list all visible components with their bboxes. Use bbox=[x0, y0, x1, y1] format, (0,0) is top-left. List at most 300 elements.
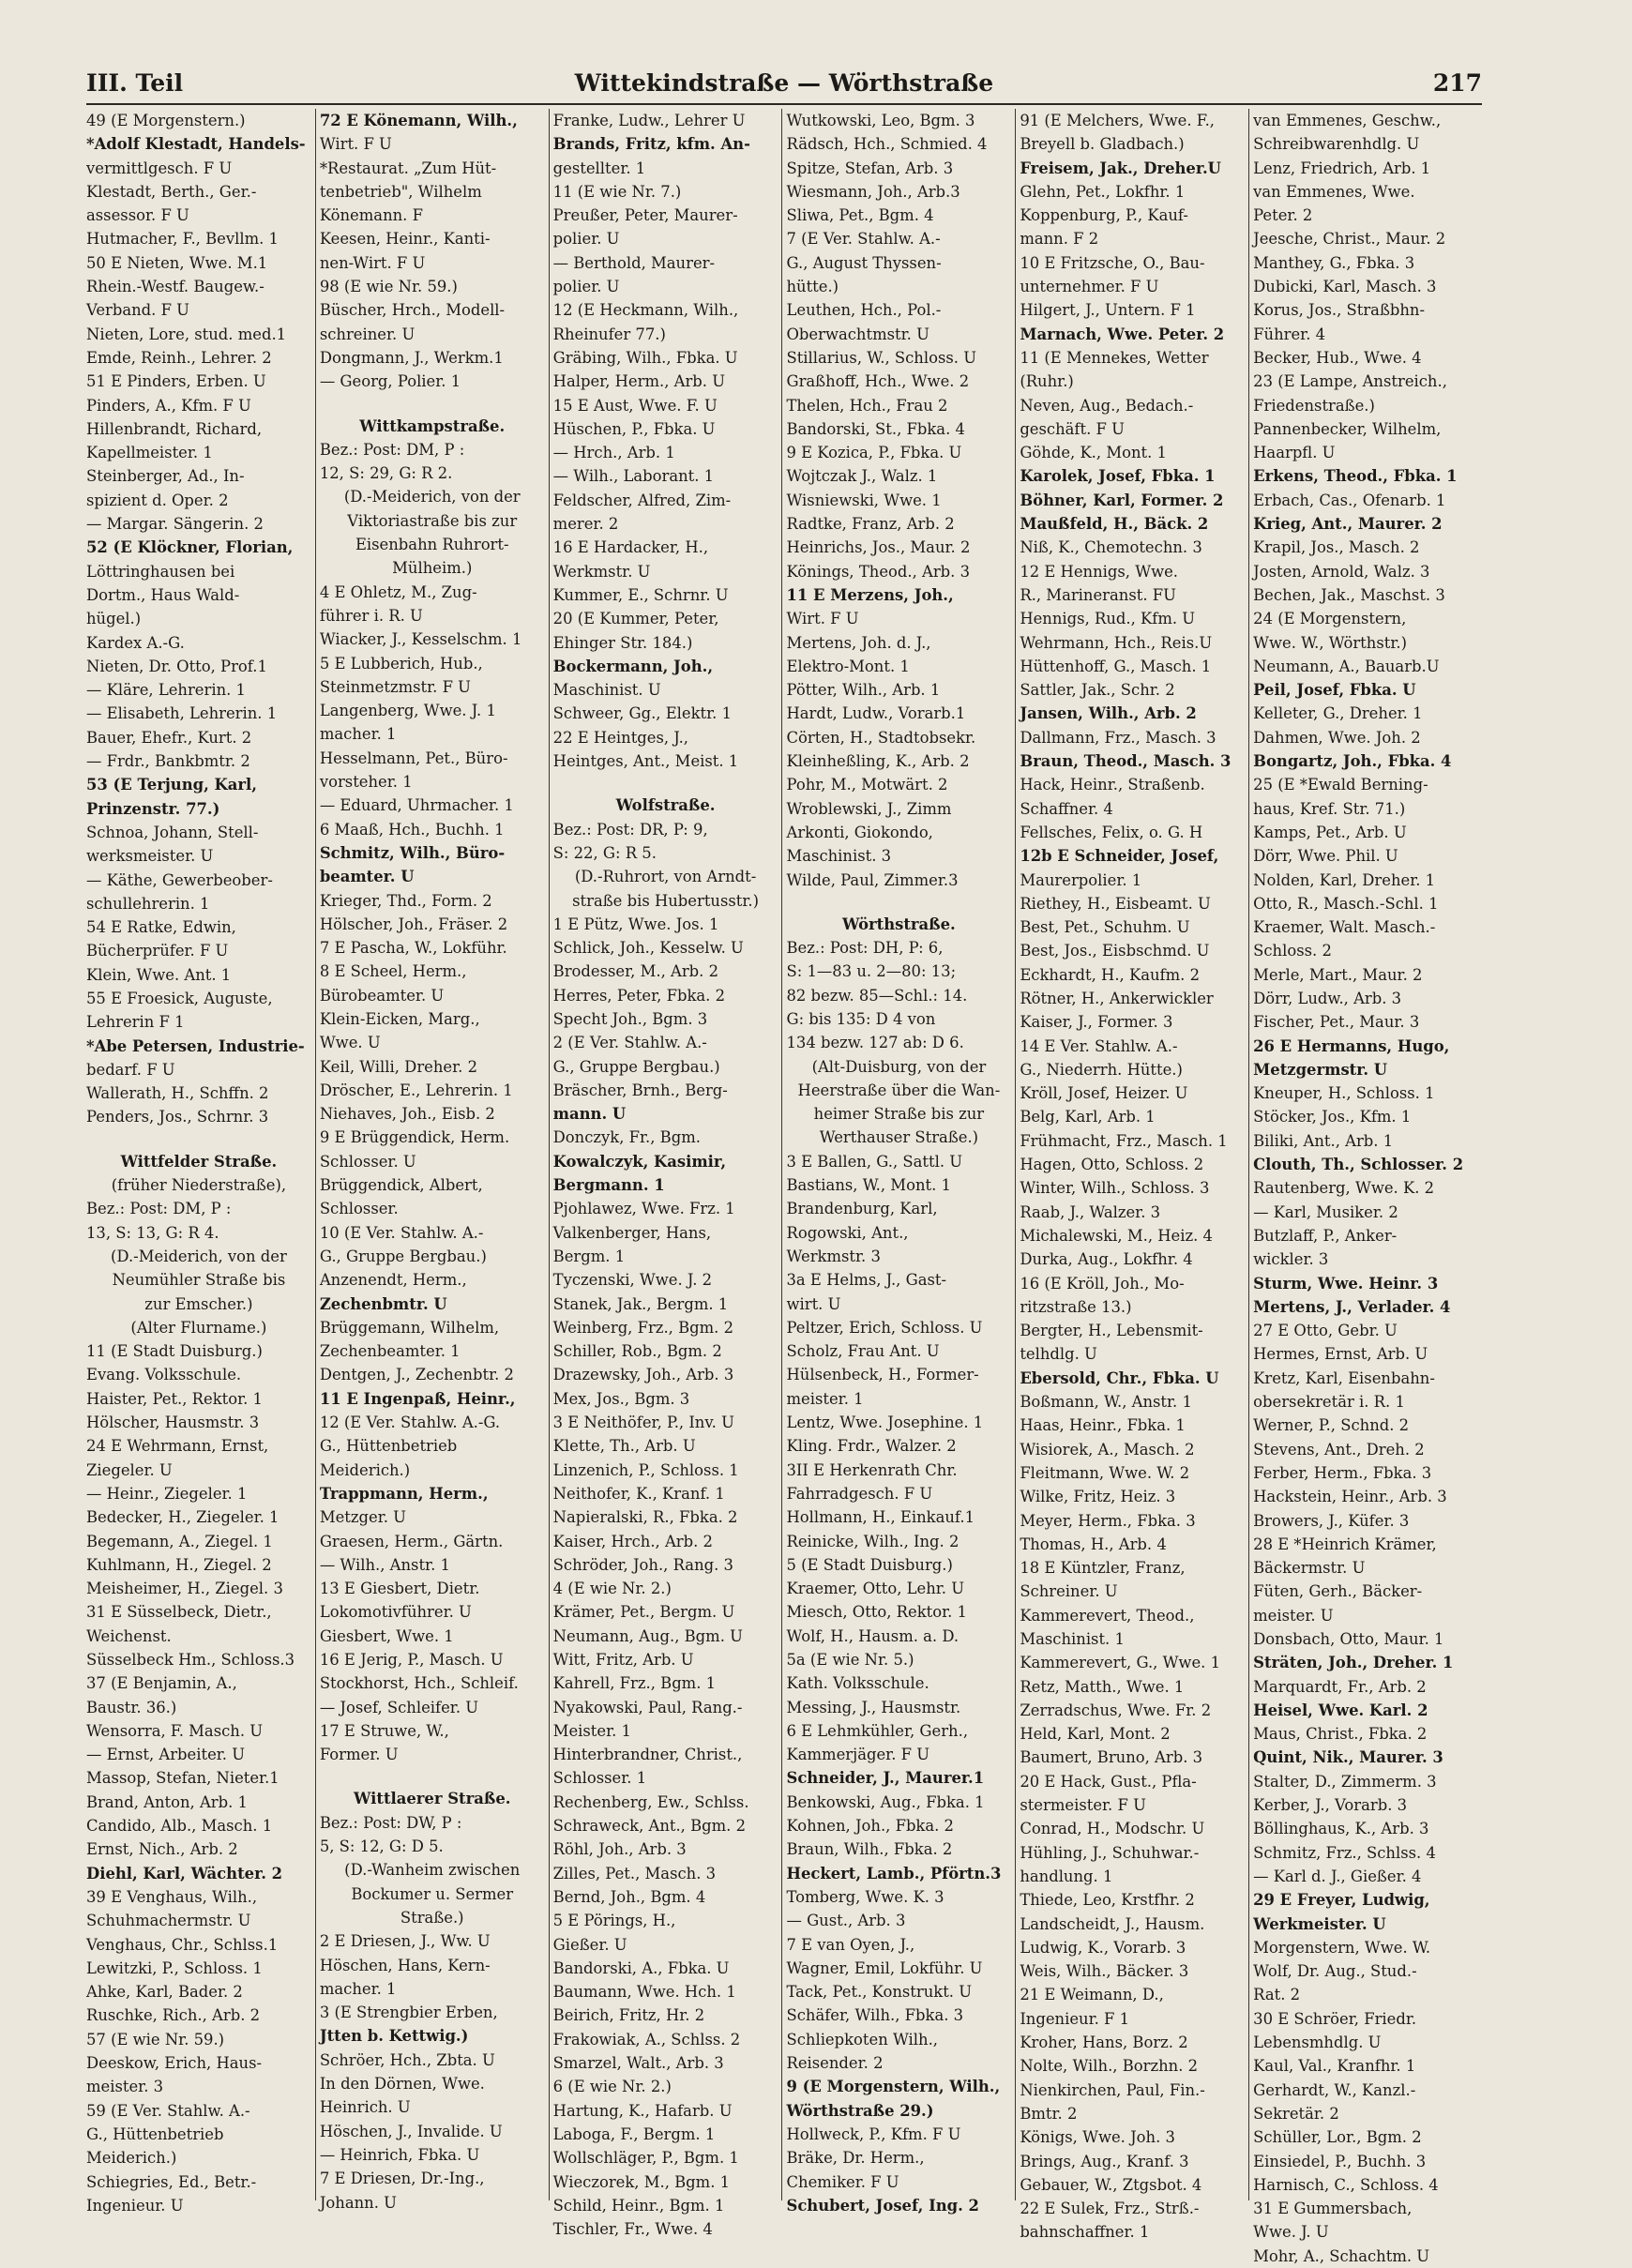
directory-entry: Werkmstr. U bbox=[552, 562, 651, 581]
directory-entry: Kath. Volksschule. bbox=[786, 1674, 929, 1693]
directory-entry: Feldscher, Alfred, Zim- bbox=[552, 491, 732, 509]
directory-entry: Bmtr. 2 bbox=[1020, 2104, 1078, 2123]
directory-entry: Mex, Jos., Bgm. 3 bbox=[552, 1389, 690, 1408]
directory-entry: Durka, Aug., Lokfhr. 4 bbox=[1020, 1250, 1193, 1269]
directory-entry: Sattler, Jak., Schr. 2 bbox=[1020, 681, 1175, 700]
directory-entry: Kowalczyk, Kasimir, bbox=[552, 1152, 727, 1171]
directory-entry: Linzenich, P., Schloss. 1 bbox=[552, 1460, 739, 1479]
directory-entry: 25 (E *Ewald Berning- bbox=[1253, 776, 1428, 794]
directory-entry: Ingenieur. F 1 bbox=[1020, 2009, 1130, 2028]
directory-entry: Jansen, Wilh., Arb. 2 bbox=[1020, 704, 1197, 723]
directory-entry: Winter, Wilh., Schloss. 3 bbox=[1020, 1179, 1210, 1198]
directory-entry: 6 E Lehmkühler, Gerh., bbox=[786, 1721, 969, 1740]
directory-entry: Metzger. U bbox=[319, 1508, 406, 1527]
directory-entry: Sturm, Wwe. Heinr. 3 bbox=[1253, 1274, 1439, 1293]
directory-entry: Rechenberg, Ew., Schlss. bbox=[552, 1792, 749, 1811]
directory-entry: (Alter Flurname.) bbox=[130, 1318, 267, 1337]
directory-entry: Wwe. W., Wörthstr.) bbox=[1253, 633, 1407, 652]
directory-entry: Hollweck, P., Kfm. F U bbox=[786, 2124, 961, 2143]
directory-entry: Nyakowski, Paul, Rang.- bbox=[552, 1698, 743, 1716]
directory-entry: Breyell b. Gladbach.) bbox=[1020, 135, 1185, 154]
directory-entry: Lokomotivführer. U bbox=[319, 1603, 472, 1622]
directory-entry: Manthey, G., Fbka. 3 bbox=[1253, 253, 1415, 272]
directory-entry: Bez.: Post: DM, P : bbox=[319, 440, 465, 459]
directory-entry: G., August Thyssen- bbox=[786, 253, 942, 272]
directory-entry: 24 E Wehrmann, Ernst, bbox=[86, 1437, 269, 1456]
directory-entry: 11 E Ingenpaß, Heinr., bbox=[319, 1389, 516, 1408]
directory-entry: Weinberg, Frz., Bgm. 2 bbox=[552, 1318, 734, 1337]
column-5 bbox=[1015, 109, 1248, 2242]
directory-entry: Niß, K., Chemotechn. 3 bbox=[1020, 538, 1202, 557]
directory-entry: S: 22, G: R 5. bbox=[552, 843, 657, 862]
directory-entry: ritzstraße 13.) bbox=[1020, 1297, 1132, 1316]
directory-entry: Karolek, Josef, Fbka. 1 bbox=[1020, 467, 1216, 486]
directory-entry: Clouth, Th., Schlosser. 2 bbox=[1253, 1156, 1464, 1174]
directory-entry: Hüschen, P., Fbka. U bbox=[552, 419, 716, 438]
directory-entry: hügel.) bbox=[86, 610, 142, 628]
directory-entry: Bauer, Ehefr., Kurt. 2 bbox=[86, 728, 252, 747]
directory-entry: Meiderich.) bbox=[86, 2149, 177, 2168]
column-2 bbox=[315, 109, 549, 2212]
directory-entry: 7 E van Oyen, J., bbox=[786, 1935, 915, 1954]
directory-entry: Meister. 1 bbox=[552, 1721, 631, 1740]
directory-entry: Schmitz, Wilh., Büro- bbox=[319, 843, 506, 862]
directory-entry: 5 E Lubberich, Hub., bbox=[319, 654, 483, 673]
directory-entry: 9 E Brüggendick, Herm. bbox=[319, 1128, 510, 1147]
directory-entry: Süsselbeck Hm., Schloss.3 bbox=[86, 1651, 295, 1669]
directory-entry: Kamps, Pet., Arb. U bbox=[1253, 823, 1407, 841]
directory-entry: Schiegries, Ed., Betr.- bbox=[86, 2172, 257, 2191]
directory-entry: Ruschke, Rich., Arb. 2 bbox=[86, 2006, 261, 2025]
header-rule bbox=[86, 103, 1482, 105]
directory-entry: Röhl, Joh., Arb. 3 bbox=[552, 1840, 687, 1859]
directory-entry: Retz, Matth., Wwe. 1 bbox=[1020, 1677, 1185, 1696]
directory-entry: Bandorski, A., Fbka. U bbox=[552, 1958, 730, 1977]
directory-entry: vorsteher. 1 bbox=[319, 773, 413, 792]
directory-entry: Kuhlmann, H., Ziegel. 2 bbox=[86, 1555, 272, 1574]
directory-entry: 1 E Pütz, Wwe. Jos. 1 bbox=[552, 915, 719, 933]
directory-entry: Dentgen, J., Zechenbtr. 2 bbox=[319, 1366, 514, 1384]
directory-entry: Meiderich.) bbox=[319, 1460, 411, 1479]
directory-entry: Stockhorst, Hch., Schleif. bbox=[319, 1674, 519, 1693]
directory-entry: Kaiser, Hrch., Arb. 2 bbox=[552, 1532, 713, 1550]
directory-entry: 12, S: 29, G: R 2. bbox=[319, 464, 453, 483]
directory-entry: Schreiner. U bbox=[1020, 1582, 1118, 1601]
directory-entry: Bockumer u. Sermer bbox=[351, 1884, 514, 1903]
directory-entry: Erkens, Theod., Fbka. 1 bbox=[1253, 467, 1458, 486]
directory-entry: Neithofer, K., Kranf. 1 bbox=[552, 1484, 725, 1503]
directory-entry: Steinmetzmstr. F U bbox=[319, 677, 471, 696]
directory-entry: 6 Maaß, Hch., Buchh. 1 bbox=[319, 820, 505, 839]
directory-entry: Eckhardt, H., Kaufm. 2 bbox=[1020, 965, 1201, 984]
directory-entry: Schiller, Rob., Bgm. 2 bbox=[552, 1342, 722, 1361]
directory-entry: 2 (E Ver. Stahlw. A.- bbox=[552, 1034, 707, 1052]
directory-entry: Schneider, J., Maurer.1 bbox=[786, 1769, 985, 1788]
directory-entry: 24 (E Morgenstern, bbox=[1253, 610, 1407, 628]
street-heading: Wörthstraße. bbox=[842, 915, 956, 933]
directory-entry: 12b E Schneider, Josef, bbox=[1020, 847, 1219, 866]
directory-entry: Kleinheßling, K., Arb. 2 bbox=[786, 752, 970, 771]
directory-entry: Schlosser. bbox=[319, 1200, 399, 1218]
directory-entry: Fahrradgesch. F U bbox=[786, 1484, 933, 1503]
directory-entry: Browers, J., Küfer. 3 bbox=[1253, 1511, 1410, 1530]
directory-entry: Hülsenbeck, H., Former- bbox=[786, 1366, 979, 1384]
directory-entry: 13, S: 13, G: R 4. bbox=[86, 1223, 219, 1242]
directory-entry: Korus, Jos., Straßbhn- bbox=[1253, 301, 1426, 320]
directory-entry: 13 E Giesbert, Dietr. bbox=[319, 1580, 480, 1598]
directory-entry: Former. U bbox=[319, 1746, 399, 1764]
directory-entry: Höschen, J., Invalide. U bbox=[319, 2122, 503, 2140]
directory-entry: 82 bezw. 85—Schl.: 14. bbox=[786, 986, 968, 1005]
directory-entry: — Wilh., Anstr. 1 bbox=[319, 1555, 450, 1574]
directory-entry: werksmeister. U bbox=[86, 847, 214, 866]
directory-entry: 4 E Ohletz, M., Zug- bbox=[319, 582, 477, 601]
directory-entry: Schnoa, Johann, Stell- bbox=[86, 823, 259, 841]
directory-entry: Schlosser. 1 bbox=[552, 1769, 647, 1788]
directory-entry: Straße.) bbox=[400, 1908, 464, 1927]
directory-entry: 3 E Ballen, G., Sattl. U bbox=[786, 1152, 963, 1171]
directory-entry: Löttringhausen bei bbox=[86, 562, 235, 581]
directory-entry: assessor. F U bbox=[86, 206, 189, 225]
directory-entry: 10 (E Ver. Stahlw. A.- bbox=[319, 1223, 484, 1242]
directory-entry: 6 (E wie Nr. 2.) bbox=[552, 2078, 672, 2096]
directory-entry: van Emmenes, Geschw., bbox=[1253, 112, 1442, 129]
directory-entry: Wörthstraße 29.) bbox=[786, 2101, 934, 2120]
directory-entry: Tischler, Fr., Wwe. 4 bbox=[552, 2220, 713, 2239]
directory-entry: 18 E Küntzler, Franz, bbox=[1020, 1559, 1186, 1578]
directory-entry: gestellter. 1 bbox=[552, 159, 646, 177]
directory-entry: 7 E Driesen, Dr.-Ing., bbox=[319, 2170, 485, 2188]
directory-entry: Venghaus, Chr., Schlss.1 bbox=[86, 1935, 279, 1954]
directory-entry: Dubicki, Karl, Masch. 3 bbox=[1253, 278, 1437, 296]
directory-entry: 16 (E Kröll, Joh., Mo- bbox=[1020, 1274, 1185, 1293]
directory-entry: 7 E Pascha, W., Lokführ. bbox=[319, 939, 507, 958]
directory-entry: 9 E Kozica, P., Fbka. U bbox=[786, 444, 962, 462]
directory-entry: Hilgert, J., Untern. F 1 bbox=[1020, 301, 1196, 320]
directory-entry: Best, Jos., Eisbschmd. U bbox=[1020, 942, 1210, 960]
directory-entry: (D.-Ruhrort, von Arndt- bbox=[574, 868, 757, 886]
directory-entry: Stöcker, Jos., Kfm. 1 bbox=[1253, 1108, 1412, 1126]
directory-entry: Peltzer, Erich, Schloss. U bbox=[786, 1318, 983, 1337]
directory-entry: Kraemer, Walt. Masch.- bbox=[1253, 918, 1436, 937]
directory-entry: Weis, Wilh., Bäcker. 3 bbox=[1020, 1962, 1189, 1981]
directory-entry: Landscheidt, J., Hausm. bbox=[1020, 1914, 1205, 1933]
directory-entry: (Ruhr.) bbox=[1020, 372, 1074, 391]
directory-entry: Kapellmeister. 1 bbox=[86, 444, 213, 462]
directory-entry: Hesselmann, Pet., Büro- bbox=[319, 748, 508, 767]
directory-entry: 57 (E wie Nr. 59.) bbox=[86, 2030, 225, 2049]
directory-entry: Göhde, K., Mont. 1 bbox=[1020, 444, 1167, 462]
directory-entry: 15 E Aust, Wwe. F. U bbox=[552, 396, 718, 415]
directory-entry: mann. F 2 bbox=[1020, 230, 1099, 249]
directory-entry: Hennigs, Rud., Kfm. U bbox=[1020, 610, 1196, 628]
directory-entry: Maschinist. 3 bbox=[786, 847, 892, 866]
directory-entry: Kaiser, J., Former. 3 bbox=[1020, 1013, 1173, 1032]
directory-entry: — Wilh., Laborant. 1 bbox=[552, 467, 715, 486]
directory-entry: Michalewski, M., Heiz. 4 bbox=[1020, 1226, 1213, 1245]
directory-entry: Sekretär. 2 bbox=[1253, 2104, 1339, 2123]
directory-entry: Bergter, H., Lebensmit- bbox=[1020, 1322, 1203, 1340]
directory-entry: R., Marineranst. FU bbox=[1020, 585, 1176, 604]
directory-entry: Rötner, H., Ankerwickler bbox=[1020, 989, 1214, 1007]
directory-entry: Bandorski, St., Fbka. 4 bbox=[786, 419, 965, 438]
directory-entry: Brands, Fritz, kfm. An- bbox=[552, 135, 750, 154]
directory-entry: — Ernst, Arbeiter. U bbox=[86, 1746, 246, 1764]
directory-entry: Jeesche, Christ., Maur. 2 bbox=[1253, 230, 1446, 249]
directory-entry: Koppenburg, P., Kauf- bbox=[1020, 206, 1188, 225]
directory-entry: 26 E Hermanns, Hugo, bbox=[1253, 1036, 1450, 1055]
directory-entry: 55 E Froesick, Auguste, bbox=[86, 989, 273, 1007]
directory-entry: Diehl, Karl, Wächter. 2 bbox=[86, 1864, 283, 1882]
directory-entry: Böhner, Karl, Former. 2 bbox=[1020, 491, 1224, 509]
directory-entry: Wollschläger, P., Bgm. 1 bbox=[552, 2149, 739, 2168]
directory-entry: Benkowski, Aug., Fbka. 1 bbox=[786, 1792, 985, 1811]
directory-entry: Stanek, Jak., Bergm. 1 bbox=[552, 1294, 729, 1313]
directory-entry: 3 E Neithöfer, P., Inv. U bbox=[552, 1414, 734, 1432]
directory-entry: Klein, Wwe. Ant. 1 bbox=[86, 965, 232, 984]
directory-entry: Kerber, J., Vorarb. 3 bbox=[1253, 1796, 1408, 1815]
directory-entry: Heckert, Lamb., Pförtn.3 bbox=[786, 1864, 1002, 1882]
directory-entry: Braun, Theod., Masch. 3 bbox=[1020, 752, 1232, 771]
directory-entry: 11 (E Mennekes, Wetter bbox=[1020, 348, 1209, 367]
directory-entry: Maurerpolier. 1 bbox=[1020, 870, 1142, 889]
directory-entry: Wagner, Emil, Lokführ. U bbox=[786, 1958, 983, 1977]
directory-entry: Donsbach, Otto, Maur. 1 bbox=[1253, 1630, 1444, 1648]
directory-entry: Füten, Gerh., Bäcker- bbox=[1253, 1582, 1423, 1601]
directory-entry: Belg, Karl, Arb. 1 bbox=[1020, 1108, 1156, 1126]
directory-entry: 72 E Könemann, Wilh., bbox=[319, 112, 518, 129]
directory-entry: S: 1—83 u. 2—80: 13; bbox=[786, 962, 957, 981]
directory-entry: Miesch, Otto, Rektor. 1 bbox=[786, 1603, 967, 1622]
directory-entry: Wilde, Paul, Zimmer.3 bbox=[786, 870, 959, 889]
directory-entry: Stillarius, W., Schloss. U bbox=[786, 348, 977, 367]
directory-entry: Maußfeld, H., Bäck. 2 bbox=[1020, 515, 1209, 534]
part-label: III. Teil bbox=[86, 69, 184, 97]
directory-entry: Neumann, Aug., Bgm. U bbox=[552, 1626, 743, 1645]
directory-entry: macher. 1 bbox=[319, 725, 397, 744]
directory-entry: Bergmann. 1 bbox=[552, 1176, 665, 1195]
directory-entry: Schreibwarenhdlg. U bbox=[1253, 135, 1420, 154]
directory-entry: Frühmacht, Frz., Masch. 1 bbox=[1020, 1131, 1228, 1150]
directory-entry: van Emmenes, Wwe. bbox=[1253, 182, 1415, 201]
directory-entry: Haas, Heinr., Fbka. 1 bbox=[1020, 1416, 1186, 1435]
directory-entry: Pohr, M., Motwärt. 2 bbox=[786, 776, 948, 794]
directory-entry: Lewitzki, P., Schloss. 1 bbox=[86, 1958, 263, 1977]
directory-entry: Wirt. F U bbox=[319, 135, 392, 154]
directory-entry: Radtke, Franz, Arb. 2 bbox=[786, 515, 955, 534]
directory-entry: Niehaves, Joh., Eisb. 2 bbox=[319, 1105, 495, 1124]
directory-entry: Meisheimer, H., Ziegel. 3 bbox=[86, 1580, 283, 1598]
directory-entry: Wroblewski, J., Zimm bbox=[786, 799, 952, 818]
directory-entry: Stevens, Ant., Dreh. 2 bbox=[1253, 1440, 1425, 1459]
directory-entry: Fischer, Pet., Maur. 3 bbox=[1253, 1013, 1420, 1032]
directory-entry: Kummer, E., Schrnr. U bbox=[552, 585, 729, 604]
directory-entry: Drazewsky, Joh., Arb. 3 bbox=[552, 1366, 734, 1384]
directory-entry: G., Gruppe Bergbau.) bbox=[552, 1057, 720, 1076]
directory-entry: (D.-Meiderich, von der bbox=[111, 1247, 287, 1265]
directory-entry: Trappmann, Herm., bbox=[319, 1484, 489, 1503]
directory-entry: Wehrmann, Hch., Reis.U bbox=[1020, 633, 1213, 652]
directory-entry: Evang. Volksschule. bbox=[86, 1366, 242, 1384]
directory-entry: — Josef, Schleifer. U bbox=[319, 1698, 479, 1716]
directory-entry: Quint, Nik., Maurer. 3 bbox=[1253, 1748, 1443, 1767]
directory-entry: Butzlaff, P., Anker- bbox=[1253, 1226, 1398, 1245]
directory-entry: (D.-Meiderich, von der bbox=[343, 488, 521, 507]
directory-entry: Wutkowski, Leo, Bgm. 3 bbox=[786, 112, 975, 129]
directory-entry: 49 (E Morgenstern.) bbox=[86, 112, 246, 129]
street-heading: Wolfstraße. bbox=[615, 796, 716, 815]
directory-entry: Nienkirchen, Paul, Fin.- bbox=[1020, 2080, 1205, 2099]
directory-entry: 8 E Scheel, Herm., bbox=[319, 962, 467, 981]
directory-entry: In den Dörnen, Wwe. bbox=[319, 2075, 485, 2094]
street-heading: Wittkampstraße. bbox=[359, 416, 506, 435]
directory-entry: Gebauer, W., Ztgsbot. 4 bbox=[1020, 2175, 1202, 2194]
directory-entry: Giesbert, Wwe. 1 bbox=[319, 1626, 454, 1645]
directory-entry: tenbetrieb", Wilhelm bbox=[319, 182, 482, 201]
directory-entry: 20 (E Kummer, Peter, bbox=[552, 610, 719, 628]
directory-entry: 5 E Pörings, H., bbox=[552, 1912, 676, 1930]
directory-entry: Hermes, Ernst, Arb. U bbox=[1253, 1345, 1428, 1364]
directory-entry: Jtten b. Kettwig.) bbox=[319, 2027, 469, 2046]
directory-entry: Oberwachtmstr. U bbox=[786, 325, 929, 343]
directory-entry: — Karl d. J., Gießer. 4 bbox=[1253, 1867, 1422, 1885]
directory-entry: Ahke, Karl, Bader. 2 bbox=[86, 1983, 243, 2002]
directory-entry: Zechenbeamter. 1 bbox=[319, 1342, 461, 1361]
directory-entry: 39 E Venghaus, Wilh., bbox=[86, 1887, 258, 1906]
directory-entry: geschäft. F U bbox=[1020, 419, 1125, 438]
directory-entry: Conrad, H., Modschr. U bbox=[1020, 1820, 1205, 1838]
directory-entry: Keil, Willi, Dreher. 2 bbox=[319, 1057, 477, 1076]
directory-entry: Krieger, Thd., Form. 2 bbox=[319, 891, 492, 910]
directory-entry: Otto, R., Masch.-Schl. 1 bbox=[1253, 894, 1439, 913]
directory-entry: Bastians, W., Mont. 1 bbox=[786, 1176, 951, 1195]
street-heading: Wittfelder Straße. bbox=[120, 1152, 278, 1171]
directory-entry: Fellsches, Felix, o. G. H bbox=[1020, 823, 1203, 841]
directory-entry: Kammerevert, Theod., bbox=[1020, 1606, 1195, 1625]
directory-entry: Ziegeler. U bbox=[86, 1460, 173, 1479]
directory-entry: meister. U bbox=[1253, 1606, 1334, 1625]
directory-entry: Hartung, K., Hafarb. U bbox=[552, 2101, 733, 2120]
directory-entry: — Heinr., Ziegeler. 1 bbox=[86, 1484, 248, 1503]
directory-entry: G., Hüttenbetrieb bbox=[319, 1437, 458, 1456]
directory-entry: Biliki, Ant., Arb. 1 bbox=[1253, 1131, 1394, 1150]
directory-entry: Hühling, J., Schuhwar.- bbox=[1020, 1843, 1200, 1862]
directory-entry: Pinders, A., Kfm. F U bbox=[86, 396, 251, 415]
directory-entry: Ludwig, K., Vorarb. 3 bbox=[1020, 1938, 1186, 1957]
directory-entry: Johann. U bbox=[319, 2193, 397, 2212]
directory-entry: 16 E Jerig, P., Masch. U bbox=[319, 1651, 504, 1669]
directory-entry: Marquardt, Fr., Arb. 2 bbox=[1253, 1677, 1427, 1696]
directory-entry: Klette, Th., Arb. U bbox=[552, 1437, 696, 1456]
directory-entry: Tyczenski, Wwe. J. 2 bbox=[552, 1271, 713, 1290]
directory-entry: Bez.: Post: DW, P : bbox=[319, 1813, 462, 1832]
directory-entry: Kröll, Josef, Heizer. U bbox=[1020, 1084, 1188, 1103]
directory-entry: Wwe. J. U bbox=[1253, 2223, 1329, 2242]
directory-entry: Viktoriastraße bis zur bbox=[347, 511, 518, 530]
directory-entry: — Eduard, Uhrmacher. 1 bbox=[319, 796, 514, 815]
directory-entry: — Gust., Arb. 3 bbox=[786, 1912, 906, 1930]
directory-entry: Kelleter, G., Dreher. 1 bbox=[1253, 704, 1423, 723]
directory-entry: 11 E Merzens, Joh., bbox=[786, 585, 954, 604]
directory-entry: 17 E Struwe, W., bbox=[319, 1721, 449, 1740]
directory-entry: Schweer, Gg., Elektr. 1 bbox=[552, 704, 733, 723]
directory-entry: — Berthold, Maurer- bbox=[552, 253, 716, 272]
directory-entry: 7 (E Ver. Stahlw. A.- bbox=[786, 230, 941, 249]
directory-entry: 54 E Ratke, Edwin, bbox=[86, 918, 236, 937]
directory-entry: Bernd, Joh., Bgm. 4 bbox=[552, 1887, 706, 1906]
directory-entry: Glehn, Pet., Lokfhr. 1 bbox=[1020, 182, 1186, 201]
directory-entry: Lebensmhdlg. U bbox=[1253, 2034, 1382, 2052]
directory-entry: Scholz, Frau Ant. U bbox=[786, 1342, 940, 1361]
directory-entry: — Elisabeth, Lehrerin. 1 bbox=[86, 704, 278, 723]
directory-entry: Metzgermstr. U bbox=[1253, 1060, 1388, 1079]
directory-entry: Heerstraße über die Wan- bbox=[797, 1081, 1001, 1099]
directory-entry: Valkenberger, Hans, bbox=[552, 1223, 712, 1242]
directory-entry: Keesen, Heinr., Kanti- bbox=[319, 230, 491, 249]
directory-entry: Ehinger Str. 184.) bbox=[552, 633, 693, 652]
directory-entry: Wensorra, F. Masch. U bbox=[86, 1721, 264, 1740]
directory-entry: Spitze, Stefan, Arb. 3 bbox=[786, 159, 954, 177]
directory-entry: 37 (E Benjamin, A., bbox=[86, 1674, 237, 1693]
directory-entry: zur Emscher.) bbox=[144, 1294, 253, 1313]
directory-entry: wirt. U bbox=[786, 1294, 841, 1313]
directory-entry: Mohr, A., Schachtm. U bbox=[1253, 2246, 1430, 2265]
directory-entry: Hölscher, Joh., Fräser. 2 bbox=[319, 915, 508, 933]
directory-entry: Becker, Hub., Wwe. 4 bbox=[1253, 348, 1422, 367]
directory-entry: Harnisch, C., Schloss. 4 bbox=[1253, 2175, 1439, 2194]
directory-entry: Peter. 2 bbox=[1253, 206, 1313, 225]
directory-entry: 31 E Gummersbach, bbox=[1253, 2200, 1413, 2218]
directory-entry: 14 E Ver. Stahlw. A.- bbox=[1020, 1036, 1178, 1055]
street-range-title: Wittekindstraße — Wörthstraße bbox=[574, 69, 994, 97]
directory-entry: Pannenbecker, Wilhelm, bbox=[1253, 419, 1442, 438]
directory-entry: Maschinist. 1 bbox=[1020, 1630, 1125, 1648]
directory-entry: Klestadt, Berth., Ger.- bbox=[86, 182, 257, 201]
directory-entry: Wirt. F U bbox=[786, 610, 859, 628]
directory-entry: Sträten, Joh., Dreher. 1 bbox=[1253, 1654, 1454, 1672]
directory-entry: Mertens, J., Verlader. 4 bbox=[1253, 1297, 1451, 1316]
directory-entry: Zerradschus, Wwe. Fr. 2 bbox=[1020, 1701, 1212, 1719]
directory-entry: — Hrch., Arb. 1 bbox=[552, 444, 675, 462]
directory-entry: Hillenbrandt, Richard, bbox=[86, 419, 263, 438]
directory-entry: Bräscher, Brnh., Berg- bbox=[552, 1081, 728, 1099]
directory-entry: Hollmann, H., Einkauf.1 bbox=[786, 1508, 975, 1527]
directory-entry: Brüggemann, Wilhelm, bbox=[319, 1318, 500, 1337]
directory-entry: schullehrerin. 1 bbox=[86, 894, 210, 913]
directory-entry: Hüttenhoff, G., Masch. 1 bbox=[1020, 657, 1212, 675]
directory-entry: 53 (E Terjung, Karl, bbox=[86, 776, 257, 794]
directory-entry: bahnschaffner. 1 bbox=[1020, 2223, 1150, 2242]
directory-entry: Wallerath, H., Schffn. 2 bbox=[86, 1084, 269, 1103]
directory-entry: Brand, Anton, Arb. 1 bbox=[86, 1792, 248, 1811]
directory-entry: Nolte, Wilh., Borzhn. 2 bbox=[1020, 2057, 1199, 2076]
directory-entry: Erbach, Cas., Ofenarb. 1 bbox=[1253, 491, 1446, 509]
directory-entry: 134 bezw. 127 ab: D 6. bbox=[786, 1034, 964, 1052]
directory-entry: Arkonti, Giokondo, bbox=[786, 823, 933, 841]
directory-entry: Schüller, Lor., Bgm. 2 bbox=[1253, 2128, 1422, 2147]
directory-entry: Lentz, Wwe. Josephine. 1 bbox=[786, 1414, 984, 1432]
directory-entry: Deeskow, Erich, Haus- bbox=[86, 2054, 263, 2073]
directory-entry: Neven, Aug., Bedach.- bbox=[1020, 396, 1194, 415]
directory-entry: Hackstein, Heinr., Arb. 3 bbox=[1253, 1488, 1447, 1506]
directory-entry: (D.-Wanheim zwischen bbox=[344, 1861, 521, 1880]
directory-entry: Thiede, Leo, Krstfhr. 2 bbox=[1020, 1891, 1195, 1910]
directory-entry: 12 (E Ver. Stahlw. A.-G. bbox=[319, 1414, 501, 1432]
directory-entry: Wiacker, J., Kesselschm. 1 bbox=[319, 630, 522, 649]
directory-entry: Werkmeister. U bbox=[1253, 1914, 1386, 1933]
directory-entry: Verband. F U bbox=[86, 301, 189, 320]
directory-entry: Schild, Heinr., Bgm. 1 bbox=[552, 2196, 725, 2215]
